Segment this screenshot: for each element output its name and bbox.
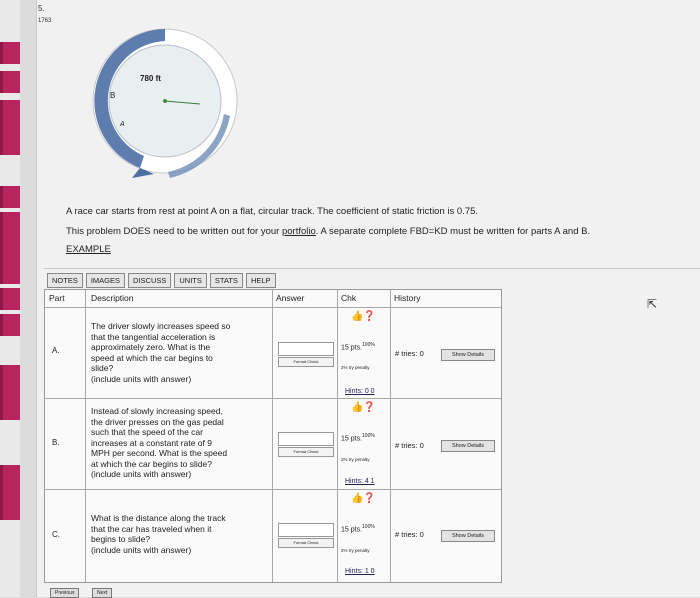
part-label: C.: [52, 530, 60, 539]
try-penalty: 2% try penalty: [341, 457, 370, 462]
answer-input[interactable]: [278, 523, 334, 537]
description-line: increases at a constant rate of 9: [91, 437, 212, 448]
points-value: 15 pts.: [341, 435, 363, 443]
instructions-text: This problem DOES need to be written out for your: [66, 226, 282, 237]
points-value: 15 pts.: [341, 526, 363, 534]
column-divider: [390, 290, 391, 582]
problem-number: 5.: [38, 4, 45, 13]
points-label: [341, 342, 375, 351]
sidebar-tab[interactable]: [0, 288, 20, 310]
help-icon[interactable]: ❓: [363, 493, 376, 504]
points-percent: 100%: [362, 433, 375, 439]
description-line: that the tangential acceleration is: [91, 331, 216, 342]
show-details-button[interactable]: Show Details: [441, 440, 495, 452]
tries-counter: # tries: 0: [395, 349, 424, 358]
hints-link[interactable]: Hints: 1 0: [345, 568, 375, 575]
check-icon[interactable]: 👍: [351, 402, 364, 413]
column-divider: [337, 290, 338, 582]
description-line: MPH per second. What is the speed: [91, 448, 228, 458]
description-line: Instead of slowly increasing speed,: [91, 406, 223, 416]
check-icon[interactable]: 👍: [351, 311, 364, 322]
description-line: that the car has traveled when it: [91, 523, 212, 534]
description-line: (include units with answer): [91, 373, 192, 384]
mouse-cursor-icon: ⇱: [647, 297, 658, 311]
description-line: at which the car begins to slide?: [91, 458, 212, 469]
row-divider: [45, 307, 501, 308]
points-percent: 100%: [362, 342, 375, 348]
header-answer: Answer: [276, 293, 305, 303]
header-history: History: [394, 293, 421, 303]
description-line: speed at which the car begins to: [91, 352, 213, 363]
column-divider: [272, 290, 273, 582]
part-label: B.: [52, 438, 60, 447]
try-penalty: 2% try penalty: [341, 548, 370, 553]
next-button[interactable]: Next: [92, 588, 112, 598]
tab-stats[interactable]: STATS: [210, 273, 243, 288]
problem-tabs: [47, 273, 276, 288]
divider: [44, 268, 700, 269]
problem-instructions: [66, 226, 590, 237]
row-divider: [45, 398, 501, 399]
radius-label: 780 ft: [140, 74, 161, 83]
answer-input[interactable]: [278, 342, 334, 356]
tab-images[interactable]: IMAGES: [86, 273, 125, 288]
format-check-button[interactable]: Format Check: [278, 357, 334, 367]
try-penalty: 2% try penalty: [341, 365, 370, 370]
previous-button[interactable]: Previous: [50, 588, 79, 598]
problem-statement: A race car starts from rest at point A on a flat, circular track. The coefficient of static friction is 0.75.: [66, 206, 479, 217]
sidebar-tab[interactable]: [0, 365, 20, 420]
description-line: begins to slide?: [91, 534, 151, 544]
points-label: [341, 524, 375, 533]
points-value: 15 pts.: [341, 344, 363, 352]
description-line: the driver presses on the gas pedal: [91, 416, 224, 427]
portfolio-link[interactable]: portfolio: [281, 226, 316, 237]
header-chk: Chk: [341, 293, 357, 303]
answer-input[interactable]: [278, 432, 334, 446]
tab-units[interactable]: UNITS: [174, 273, 207, 288]
hints-link[interactable]: Hints: 0 0: [345, 388, 375, 395]
track-figure: [70, 6, 240, 196]
help-icon[interactable]: ❓: [363, 402, 376, 413]
show-details-button[interactable]: Show Details: [441, 349, 495, 361]
problem-id: 1763: [38, 18, 52, 24]
points-label: [341, 433, 375, 442]
point-a-label: A: [120, 121, 125, 128]
sidebar-tab[interactable]: [0, 42, 20, 64]
show-details-button[interactable]: Show Details: [441, 530, 495, 542]
row-divider: [45, 489, 501, 490]
description-line: approximately zero. What is the: [91, 342, 211, 352]
column-divider: [85, 290, 86, 582]
tab-help[interactable]: HELP: [246, 273, 276, 288]
header-part: Part: [49, 293, 65, 303]
format-check-button[interactable]: Format Check: [278, 447, 334, 457]
point-b-label: B: [110, 91, 116, 100]
description-line: The driver slowly increases speed so: [91, 321, 231, 331]
sidebar-tab[interactable]: [0, 71, 20, 93]
sidebar-tab[interactable]: [0, 100, 20, 155]
part-description: [91, 513, 269, 555]
sidebar-tab[interactable]: [0, 465, 20, 520]
sidebar-tab[interactable]: [0, 186, 20, 208]
tab-notes[interactable]: NOTES: [47, 273, 83, 288]
instructions-text-end: . A separate complete FBD=KD must be written for parts A and B.: [315, 226, 591, 237]
part-label: A.: [52, 346, 60, 355]
description-line: such that the speed of the car: [91, 427, 203, 437]
description-line: What is the distance along the track: [91, 513, 226, 523]
description-line: slide?: [91, 363, 114, 373]
description-line: (include units with answer): [91, 544, 192, 555]
tab-discuss[interactable]: DISCUSS: [128, 273, 171, 288]
sidebar-tab[interactable]: [0, 314, 20, 336]
hints-link[interactable]: Hints: 4 1: [345, 478, 375, 485]
example-link[interactable]: EXAMPLE: [66, 244, 111, 255]
tries-counter: # tries: 0: [395, 530, 424, 539]
points-percent: 100%: [362, 524, 375, 530]
header-description: Description: [91, 293, 134, 303]
help-icon[interactable]: ❓: [363, 311, 376, 322]
problem-table: [44, 289, 502, 583]
check-icon[interactable]: 👍: [351, 493, 364, 504]
format-check-button[interactable]: Format Check: [278, 538, 334, 548]
description-line: (include units with answer): [91, 469, 192, 479]
left-sidebar: [0, 0, 20, 597]
part-description: [91, 406, 269, 480]
sidebar-tab[interactable]: [0, 212, 20, 284]
tries-counter: # tries: 0: [395, 441, 424, 450]
part-description: [91, 321, 269, 384]
